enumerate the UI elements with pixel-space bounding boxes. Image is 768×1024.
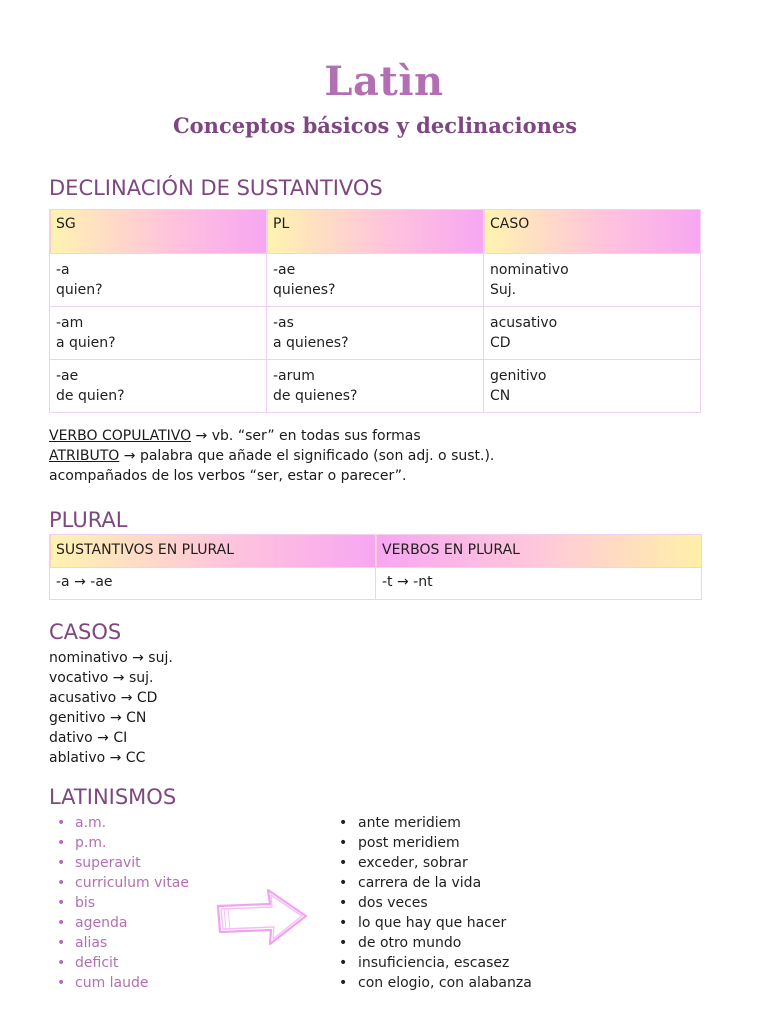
table-row: [50, 360, 701, 413]
list-item: • p.m.: [57, 833, 189, 853]
table-cell: -t → -nt: [376, 568, 702, 600]
header-sustantivos: SUSTANTIVOS EN PLURAL: [50, 535, 376, 568]
list-item: genitivo → CN: [49, 710, 147, 726]
latinismos-terms-list: [57, 813, 189, 993]
plural-table: [49, 534, 702, 600]
header-pl: PL: [267, 210, 484, 254]
list-item: ablativo → CC: [49, 750, 146, 766]
table-cell: nominativo Suj.: [484, 254, 701, 307]
list-item: • ante meridiem: [339, 813, 532, 833]
list-item: • bis: [57, 893, 189, 913]
list-item: • de otro mundo: [339, 933, 532, 953]
list-item: • agenda: [57, 913, 189, 933]
heading-declinacion: DECLINACIÓN DE SUSTANTIVOS: [49, 176, 383, 200]
list-item: nominativo → suj.: [49, 650, 173, 666]
list-item: • cum laude: [57, 973, 189, 993]
note-verbo-copulativo: VERBO COPULATIVO → vb. “ser” en todas sus formas: [49, 428, 421, 444]
note-line3: acompañados de los verbos “ser, estar o parecer”.: [49, 468, 407, 484]
table-header-row: [50, 535, 702, 568]
list-item: • dos veces: [339, 893, 532, 913]
list-item: • deficit: [57, 953, 189, 973]
list-item: • a.m.: [57, 813, 189, 833]
cases-list: [49, 648, 173, 768]
heading-latinismos: LATINISMOS: [49, 785, 177, 809]
note-atributo: ATRIBUTO → palabra que añade el significado (son adj. o sust.).: [49, 448, 495, 464]
list-item: vocativo → suj.: [49, 670, 154, 686]
table-row: [50, 568, 702, 600]
table-cell: acusativo CD: [484, 307, 701, 360]
list-item: acusativo → CD: [49, 690, 158, 706]
table-cell: genitivo CN: [484, 360, 701, 413]
table-header-row: [50, 210, 701, 254]
table-row: [50, 307, 701, 360]
table-cell: -am a quien?: [50, 307, 267, 360]
latinismos-meanings-list: [339, 813, 532, 993]
heading-casos: CASOS: [49, 620, 122, 644]
table-cell: -ae de quien?: [50, 360, 267, 413]
table-cell: -ae quienes?: [267, 254, 484, 307]
list-item: • curriculum vitae: [57, 873, 189, 893]
list-item: • lo que hay que hacer: [339, 913, 532, 933]
table-row: [50, 254, 701, 307]
page-title: Latìn: [324, 58, 444, 105]
list-item: • superavit: [57, 853, 189, 873]
header-caso: CASO: [484, 210, 701, 254]
page-subtitle: Conceptos básicos y declinaciones: [172, 113, 578, 138]
list-item: • exceder, sobrar: [339, 853, 532, 873]
header-verbos: VERBOS EN PLURAL: [376, 535, 702, 568]
right-arrow-doodle-icon: [214, 886, 310, 954]
list-item: • insuficiencia, escasez: [339, 953, 532, 973]
list-item: dativo → CI: [49, 730, 128, 746]
table-cell: -arum de quienes?: [267, 360, 484, 413]
list-item: • con elogio, con alabanza: [339, 973, 532, 993]
declension-table: [49, 209, 701, 413]
notes-paragraph: [49, 426, 494, 486]
header-sg: SG: [50, 210, 267, 254]
table-cell: -a quien?: [50, 254, 267, 307]
list-item: • carrera de la vida: [339, 873, 532, 893]
list-item: • alias: [57, 933, 189, 953]
list-item: • post meridiem: [339, 833, 532, 853]
heading-plural: PLURAL: [49, 508, 128, 532]
table-cell: -a → -ae: [50, 568, 376, 600]
table-cell: -as a quienes?: [267, 307, 484, 360]
